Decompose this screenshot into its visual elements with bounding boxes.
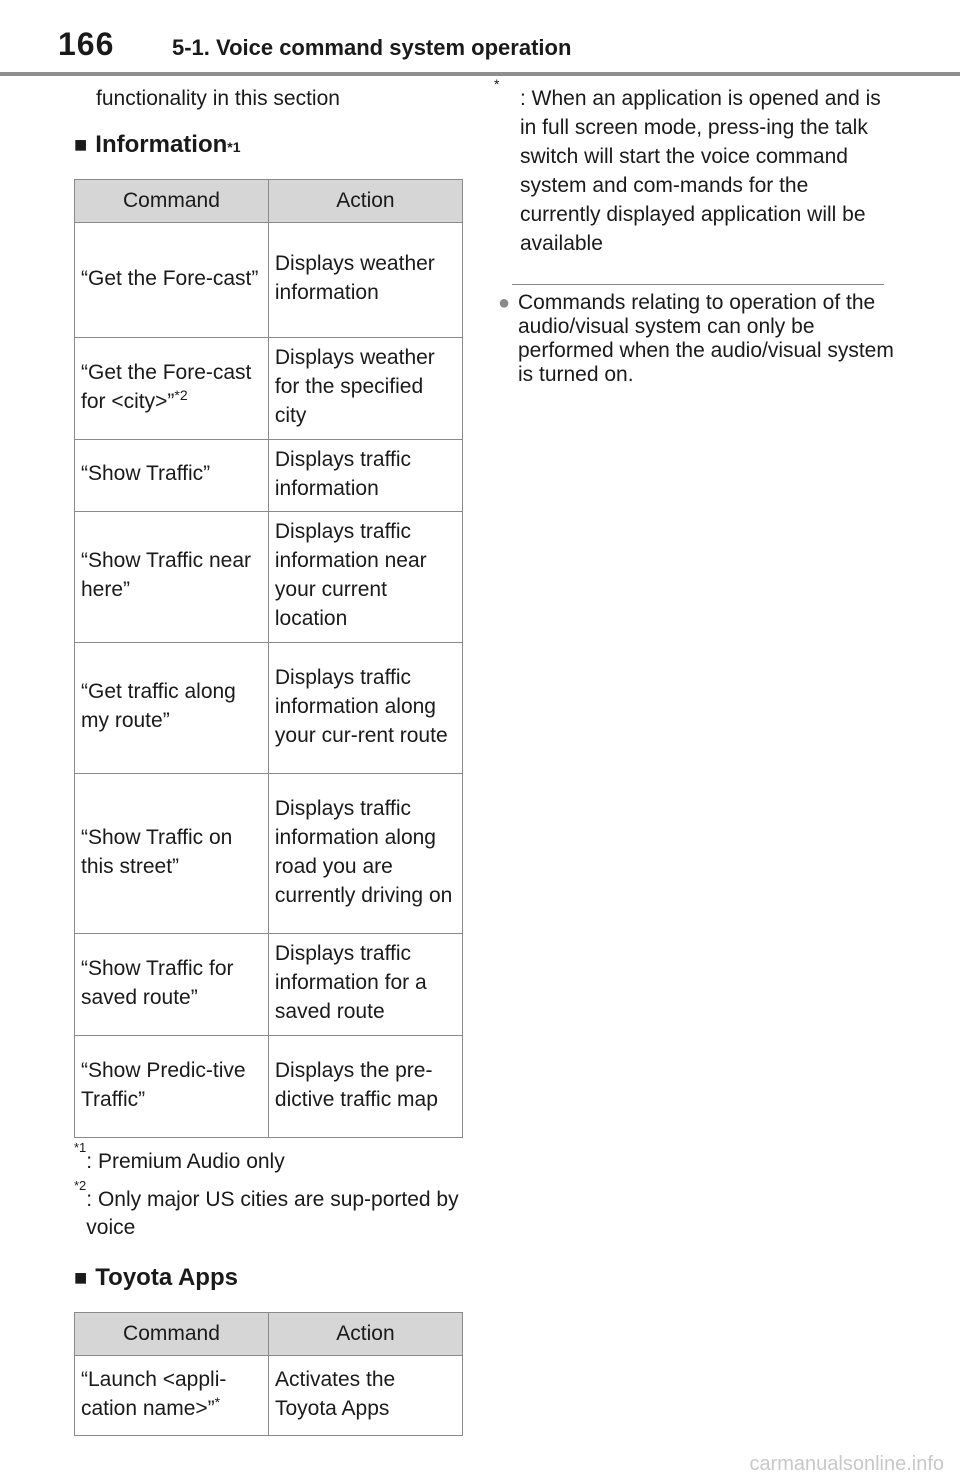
command-sup: * [214,1393,221,1410]
section-title: 5-1. Voice command system operation [172,35,572,60]
toyota-apps-heading [74,1264,464,1292]
command-cell: “Show Predic-tive Traffic” [75,1036,269,1138]
page-header [0,0,960,76]
action-cell: Displays traffic information near your current location [268,512,462,643]
command-cell: “Show Traffic for saved route” [75,934,269,1036]
column-header-action: Action [268,1313,462,1356]
command-cell: “Show Traffic near here” [75,512,269,643]
table-row [75,643,463,774]
action-cell: Displays the pre-dictive traffic map [268,1036,462,1138]
command-sup: *2 [174,386,188,403]
action-cell: Displays traffic information along your cur-rent route [268,643,462,774]
column-header-command: Command [75,180,269,223]
action-cell: Displays traffic information for a saved route [268,934,462,1036]
toyota-apps-heading-text: Toyota Apps [95,1264,238,1291]
footnote-mark: *2 [74,1178,87,1193]
information-heading-text: Information [95,131,228,158]
command-text: “Launch <appli-cation name>” [81,1367,227,1420]
note-divider [512,284,884,285]
command-cell [75,338,269,440]
table-row [75,512,463,643]
table-row [75,338,463,440]
footnote-2 [74,1178,464,1242]
table-row [75,1356,463,1436]
command-cell: “Get traffic along my route” [75,643,269,774]
table-row [75,1036,463,1138]
footnote-mark: *1 [74,1140,87,1155]
column-header-action: Action [268,180,462,223]
action-cell: Displays weather for the specified city [268,338,462,440]
information-heading: ■ Information *1 [74,131,241,158]
right-column [494,76,894,387]
command-text: “Get the Fore-cast for <city>” [81,360,252,413]
table-row [75,774,463,934]
page-number: 166 [58,26,115,62]
command-cell: “Show Traffic on this street” [75,774,269,934]
action-cell: Displays weather information [268,223,462,338]
footnote-text: : Premium Audio only [86,1150,285,1173]
note-mark: * [494,76,500,92]
action-cell: Activates the Toyota Apps [268,1356,462,1436]
column-header-command: Command [75,1313,269,1356]
table-row [75,934,463,1036]
command-cell: “Show Traffic” [75,440,269,512]
action-cell: Displays traffic information along road you are currently driving on [268,774,462,934]
circle-bullet-icon: ● [498,292,511,314]
footnote-text: : Only major US cities are sup-ported by voice [86,1188,459,1239]
watermark: carmanualsonline.info [749,1453,944,1475]
square-bullet-icon: ■ [74,1265,88,1290]
table-row [75,223,463,338]
command-cell [75,1356,269,1436]
footnote-1 [74,1140,464,1176]
information-table [74,179,463,1138]
table-header-row [75,180,463,223]
application-note [494,76,894,258]
command-cell: “Get the Fore-cast” [75,223,269,338]
continued-text: functionality in this section [96,87,340,110]
bullet-note [498,291,894,387]
note-text: : When an application is opened and is in full screen mode, press-ing the talk switch will start the voice command system and com-mands for the currently displayed application will be available [520,87,881,255]
square-bullet-icon: ■ [74,132,88,157]
bullet-text: Commands relating to operation of the audio/visual system can only be performed when the audio/visual system is turned on. [518,291,894,386]
action-cell: Displays traffic information [268,440,462,512]
table-header-row [75,1313,463,1356]
toyota-apps-table [74,1312,463,1436]
left-column [74,84,464,1436]
table-row [75,440,463,512]
header-rule [0,72,960,76]
